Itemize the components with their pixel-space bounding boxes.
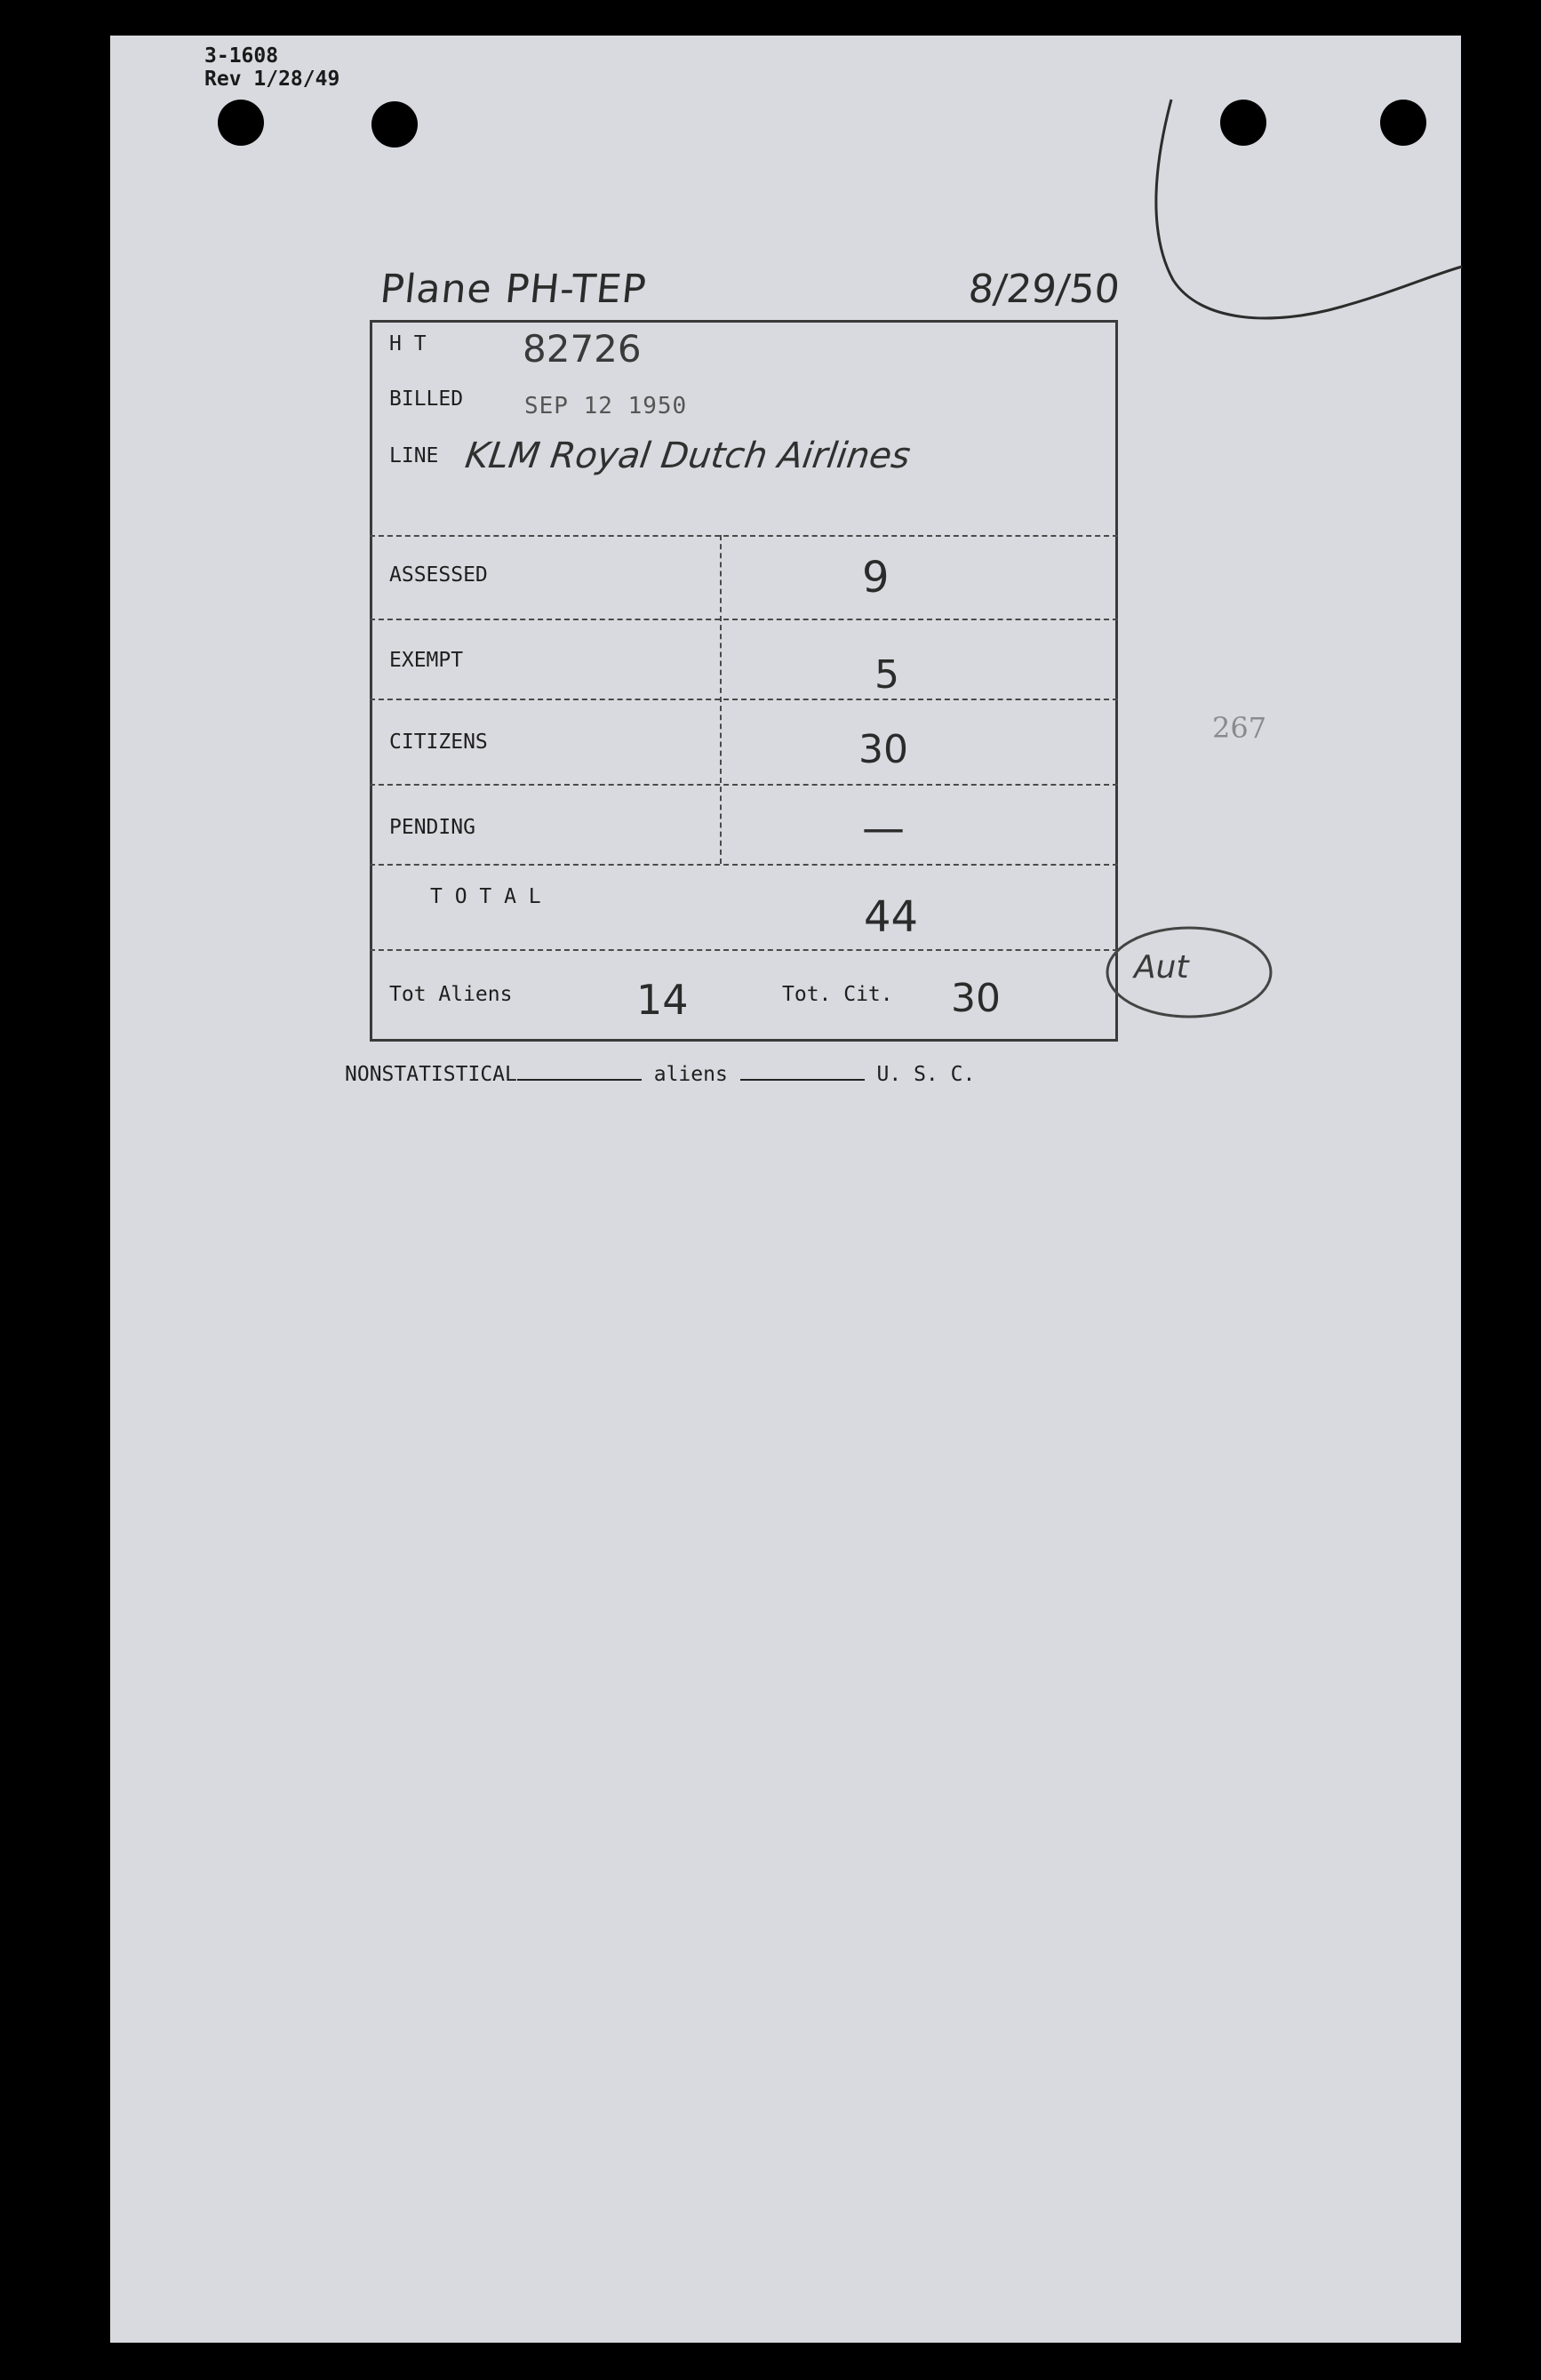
column-divider — [720, 535, 722, 864]
initials: Aut — [1134, 949, 1189, 986]
usc-label: U. S. C. — [876, 1063, 976, 1086]
form-date: 8/29/50 — [966, 267, 1122, 312]
nonstatistical-blank — [517, 1079, 642, 1081]
side-number: 267 — [1212, 711, 1267, 745]
row-label-citizens: CITIZENS — [389, 731, 488, 754]
row-label-exempt: EXEMPT — [389, 649, 464, 672]
row-label-pending: PENDING — [389, 816, 475, 839]
row-divider — [370, 699, 1118, 700]
billed-label: BILLED — [389, 387, 464, 411]
tally-table — [370, 320, 1118, 1042]
aliens-blank — [740, 1079, 865, 1081]
total-value: 44 — [864, 892, 919, 942]
row-value-assessed: 9 — [862, 553, 890, 603]
nonstatistical-line — [345, 1063, 975, 1086]
form-number-block — [204, 44, 339, 91]
row-divider — [370, 619, 1118, 620]
row-value-exempt: 5 — [874, 652, 899, 698]
row-label-assessed: ASSESSED — [389, 563, 488, 587]
ht-value: 82726 — [523, 327, 642, 371]
tot-aliens-value: 14 — [636, 976, 689, 1024]
form-revision: Rev 1/28/49 — [204, 68, 340, 91]
row-divider — [370, 864, 1118, 866]
row-value-pending: — — [862, 803, 905, 853]
punch-hole — [218, 100, 264, 146]
punch-hole — [371, 101, 418, 148]
line-label: LINE — [389, 444, 439, 467]
initials-circle — [1102, 921, 1276, 1024]
tot-cit-label: Tot. Cit. — [782, 983, 893, 1006]
plane-id: Plane PH-TEP — [378, 267, 650, 312]
tot-aliens-label: Tot Aliens — [389, 983, 513, 1006]
line-value: KLM Royal Dutch Airlines — [462, 435, 914, 476]
ht-label: H T — [389, 332, 427, 355]
billed-stamp: SEP 12 1950 — [524, 393, 688, 419]
total-label: T O T A L — [430, 885, 541, 908]
row-divider — [370, 535, 1118, 537]
row-divider — [370, 949, 1118, 951]
tot-cit-value: 30 — [951, 976, 1001, 1021]
row-value-citizens: 30 — [858, 727, 908, 772]
row-divider — [370, 784, 1118, 786]
nonstatistical-label: NONSTATISTICAL — [345, 1063, 517, 1086]
pen-stroke-mark — [1138, 89, 1466, 338]
form-number: 3-1608 — [204, 44, 279, 68]
aliens-label: aliens — [653, 1063, 728, 1086]
